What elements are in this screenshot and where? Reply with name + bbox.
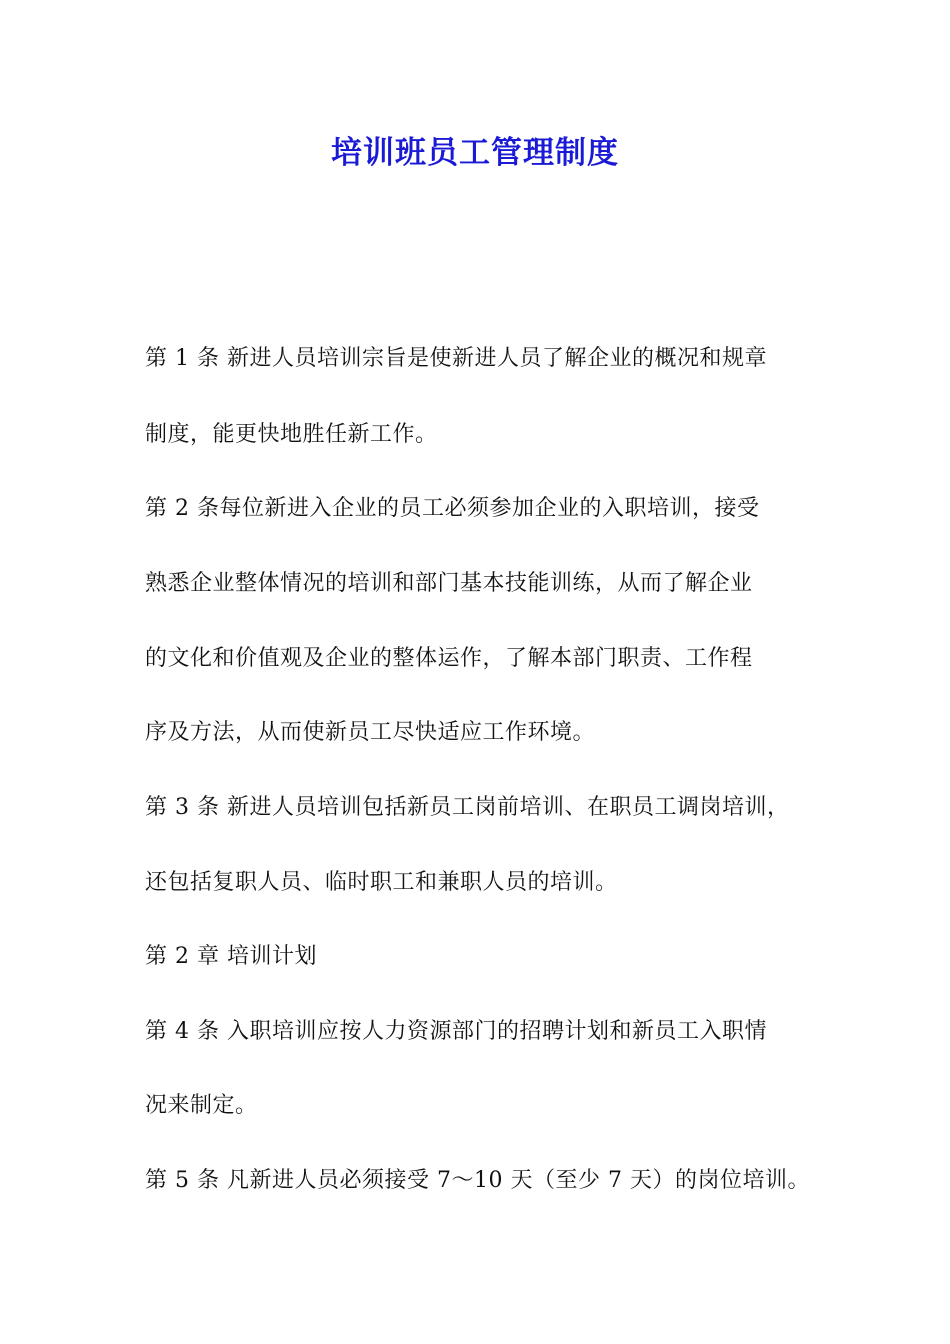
- paragraph-line: 还包括复职人员、临时职工和兼职人员的培训。: [145, 870, 618, 895]
- paragraph-line: 况来制定。: [145, 1093, 258, 1118]
- paragraph-line: 第 3 条 新进人员培训包括新员工岗前培训、在职员工调岗培训，: [145, 795, 790, 820]
- paragraph-line: 熟悉企业整体情况的培训和部门基本技能训练，从而了解企业: [145, 571, 753, 596]
- paragraph-line: 第 4 条 入职培训应按人力资源部门的招聘计划和新员工入职情: [145, 1019, 767, 1044]
- paragraph-line: 第 2 条每位新进入企业的员工必须参加企业的入职培训，接受: [145, 496, 760, 521]
- paragraph-line: 的文化和价值观及企业的整体运作，了解本部门职责、工作程: [145, 646, 753, 671]
- paragraph-line: 第 5 条 凡新进人员必须接受 7～10 天（至少 7 天）的岗位培训。: [145, 1168, 810, 1193]
- document-title: 培训班员工管理制度: [331, 135, 619, 171]
- paragraph-line: 序及方法，从而使新员工尽快适应工作环境。: [145, 720, 596, 745]
- paragraph-line: 制度，能更快地胜任新工作。: [145, 422, 438, 447]
- paragraph-line: 第 1 条 新进人员培训宗旨是使新进人员了解企业的概况和规章: [145, 346, 767, 371]
- chapter-heading: 第 2 章 培训计划: [145, 944, 317, 969]
